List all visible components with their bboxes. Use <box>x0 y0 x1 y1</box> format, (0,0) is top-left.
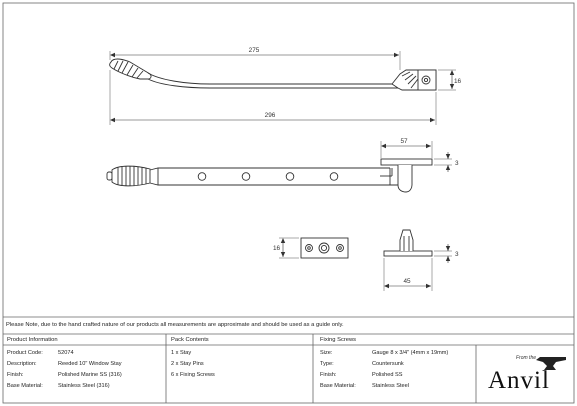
stay-top-view <box>110 59 436 90</box>
finish-value: Polished Marine SS (316) <box>58 372 122 378</box>
screw-base-material-value: Stainless Steel <box>372 383 410 389</box>
dim-45 <box>384 258 432 291</box>
dim-label-275: 275 <box>248 47 260 54</box>
dim-label-16-bracket: 16 <box>454 78 462 85</box>
base-material-label: Base Material: <box>7 383 43 389</box>
dim-label-16-plate: 16 <box>273 245 281 252</box>
description-label: Description: <box>7 361 37 367</box>
dim-3-pin <box>434 244 459 263</box>
brand-tagline: From the <box>516 355 537 361</box>
pin-side-view <box>384 230 432 256</box>
base-material-value: Stainless Steel (316) <box>58 383 110 389</box>
screw-type-value: Countersunk <box>372 361 404 367</box>
dim-label-3-side: 3 <box>455 160 459 167</box>
product-code-label: Product Code: <box>7 350 43 356</box>
dim-label-3-pin: 3 <box>455 251 459 258</box>
finish-label: Finish: <box>7 372 24 378</box>
screw-size-value: Gauge 8 x 3/4" (4mm x 19mm) <box>372 350 449 356</box>
drawing-frame <box>3 3 574 403</box>
pack-contents-heading: Pack Contents <box>171 337 209 343</box>
product-information-heading: Product Information <box>7 337 58 343</box>
fixing-screws-heading: Fixing Screws <box>320 337 357 343</box>
dim-16-plate <box>273 238 299 258</box>
dim-296 <box>110 70 436 125</box>
screw-base-material-label: Base Material: <box>320 383 356 389</box>
pin-plate-front <box>301 238 348 258</box>
screw-finish-value: Polished SS <box>372 372 403 378</box>
dim-label-296: 296 <box>264 112 276 119</box>
product-code-value: 52074 <box>58 350 74 356</box>
pack-item: 6 x Fixing Screws <box>171 372 215 378</box>
description-value: Reeded 10" Window Stay <box>58 361 122 367</box>
dim-57 <box>381 138 432 158</box>
dim-label-57: 57 <box>400 138 408 145</box>
brand-name: Anvil <box>488 367 550 394</box>
pack-item: 1 x Stay <box>171 350 192 356</box>
screw-size-label: Size: <box>320 350 333 356</box>
pack-item: 2 x Stay Pins <box>171 361 204 367</box>
screw-finish-label: Finish: <box>320 372 337 378</box>
dim-label-45: 45 <box>403 278 411 285</box>
stay-side-view <box>107 159 432 192</box>
dim-3-side <box>434 152 459 172</box>
disclaimer-note: Please Note, due to the hand crafted nature of our products all measurements are approximate and should be used as a guide only. <box>6 322 344 328</box>
screw-type-label: Type: <box>320 361 334 367</box>
dim-16-bracket <box>438 70 462 90</box>
dim-275 <box>110 47 400 70</box>
brand-logo <box>486 355 572 401</box>
